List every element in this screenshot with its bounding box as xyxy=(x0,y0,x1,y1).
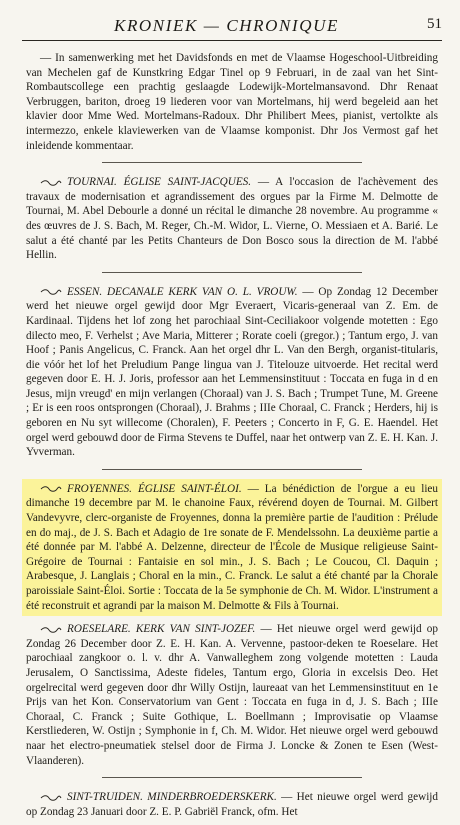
swirl-ornament-icon xyxy=(40,289,62,295)
article-text: — Op Zondag 12 December werd het nieuwe orgel gewijd door Mgr Everaert, Vicaris-generaal van Z. Em. de Kardinaal. Tijdens het lof zong het parochiaal Sint-Ceciliakoor volgende motetten : Ego dilecto meo, F. Verhelst ; Ave Maria, Mitterer ; Rorate coeli (gregor.) ; Tantum ergo, J. van Hoof ; Panis Angelicus, C. Franck. Aan het orgel dhr L. Van den Bergh, organist-titularis, die vóór het lof het Preludium Pange lingua van J. Titelouze uitvoerde. Het recital werd gegeven door E. H. J. Joris, professor aan het Lemmensinstituut : Toccata en fuga in d en Jesus, mijn vreugd' en mijn verlangen (Choraal) van J. S. Bach ; Trumpet Tune, M. Greene ; Er is een roos ontsprongen (Choraal), J. Brahms ; IIIe Choraal, C. Franck ; Herders, hij is geboren en Nu syt willecome (Choralen), F. Peeters ; Concerto in F, G. E. Haendel. Het orgel werd gebouwd door de Firma Stevens te Duffel, naar het ontwerp van Z. E. H. Kan. J. Yvverman. xyxy=(26,285,439,459)
article-text: — A l'occasion de l'achèvement des travaux de modernisation et agrandissement des orgues par la Firme M. Delmotte de Tournai, M. Abel Debourle a donné un récital le dimanche 28 novembre. Au programme « des œuvres de J. S. Bach, M. Reger, Ch.-M. Widor, L. Vierne, O. Messiaen et A. Barié. Le salut a été chanté par les Petits Chanteurs de Don Bosco sous la direction de M. l'abbé Hellin. xyxy=(26,176,438,262)
article-text: — La bénédiction de l'orgue a eu lieu dimanche 19 decembre par M. le chanoine Faux, révérend doyen de Tournai. M. Gilbert Vandevyvre, clerc-organiste de Froyennes, donna la première partie de l'audition : Prélude en do maj., de J. S. Bach et Adagio de 1re sonate de F. Mendelssohn. La deuxième partie a été donnée par M. l'abbé A. Delzenne, directeur de l'École de Musique religieuse Saint-Grégoire de Tournai : Fantaisie en sol min., J. S. Bach ; Le Coucou, Cl. Daquin ; Arabesque, J. Langlais ; Choral en la min., C. Franck. Le salut a été chanté par la Chorale paroissiale Saint-Éloi. Sortie : Toccata de la 5e symphonie de Ch. M. Widor. L'instrument a été reconstruit et agrandi par la maison M. Delmotte & Fils à Tournai. xyxy=(26,482,438,612)
article-froyennes-highlighted xyxy=(22,479,442,616)
section-divider xyxy=(102,162,362,163)
page-header xyxy=(22,14,442,41)
article-roeselare xyxy=(22,619,442,771)
article-column xyxy=(22,48,442,825)
article-heading: ESSEN. DECANALE KERK VAN O. L. VROUW. xyxy=(67,285,298,298)
article-heading: FROYENNES. ÉGLISE SAINT-ÉLOI. xyxy=(67,482,242,495)
section-divider xyxy=(102,272,362,273)
article-heading: SINT-TRUIDEN. MINDERBROEDERSKERK. xyxy=(67,791,277,804)
article-tournai xyxy=(22,172,442,266)
page-number: 51 xyxy=(427,16,442,32)
swirl-ornament-icon xyxy=(40,795,62,801)
article-essen xyxy=(22,282,442,463)
article-text: — In samenwerking met het Davidsfonds en met de Vlaamse Hogeschool-Uitbreiding van Mechelen gaf de Kunstkring Edgar Tinel op 9 Februari, in de zaal van het Sint-Rombautscollege een prachtig geslaagde Lodewijk-Mortelmansavond. Dhr Renaat Verbruggen, bariton, droeg 19 liederen voor van Mortelmans, hij werd begeleid aan het klavier door Mme Wed. Mortelmans-Radoux. Dhr Philibert Mees, pianist, vertolkte als intermezzo, enkele klaviewerken van de Vlaamse komponist. Dhr Jos Vermost gaf het inleidende kommentaar. xyxy=(26,52,438,152)
article-heading: TOURNAI. ÉGLISE SAINT-JACQUES. xyxy=(67,176,252,189)
running-title: KRONIEK — CHRONIQUE xyxy=(114,16,339,35)
section-divider xyxy=(102,777,362,778)
swirl-ornament-icon xyxy=(40,627,62,633)
article-text: — Het nieuwe orgel werd gewijd op Zondag 23 Januari door Z. E. P. Gabriël Franck, ofm. Het xyxy=(26,791,439,818)
article-heading: ROESELARE. KERK VAN SINT-JOZEF. xyxy=(67,623,256,636)
article-mechelen xyxy=(22,48,442,156)
swirl-ornament-icon xyxy=(40,486,62,492)
article-sint-truiden xyxy=(22,787,442,822)
swirl-ornament-icon xyxy=(40,180,62,186)
section-divider xyxy=(102,469,362,470)
article-text: — Het nieuwe orgel werd gewijd op Zondag 26 December door Z. E. H. Kan. A. Vervenne, pastoor-deken te Roeselare. Het parochiaal zangkoor o. l. v. dhr A. Vanwalleghem zong volgende motetten : Lauda Jerusalem, O Sanctissima, Adeste fideles, Tantum ergo, Gloria in excelsis Deo. Het orgelrecital werd gegeven door dhr Willy Ostijn, laureaat van het Lemmensinstituut en 1e Prijs van het Kon. Conservatorium van Gent : Toccata en fuga in d, J. S. Bach ; IIIe Choraal, C. Franck ; Suite Gothique, L. Boellmann ; Improvisatie op Vlaamse Kerstliederen, W. Ostijn ; Symphonie in f, Ch. M. Widor. Het nieuwe orgel werd gebouwd naar het electro-pneumatiek stelsel door de Firma J. Loncke & Zonen te Esen (West-Vlaanderen). xyxy=(26,623,438,767)
